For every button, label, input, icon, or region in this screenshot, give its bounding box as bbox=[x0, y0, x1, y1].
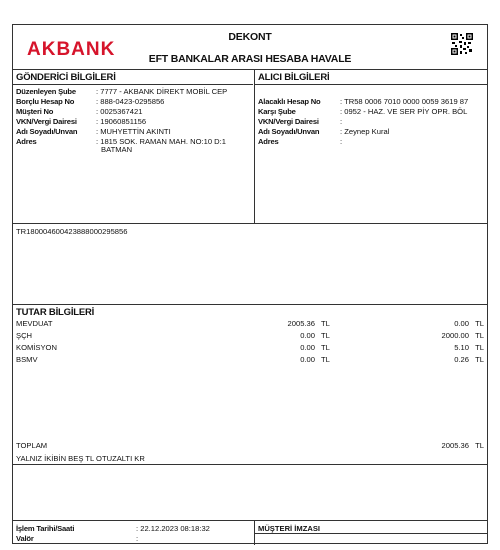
total-label: TOPLAM bbox=[16, 441, 48, 450]
currency: TL bbox=[475, 331, 484, 340]
amounts-heading: TUTAR BİLGİLERİ bbox=[16, 307, 95, 318]
divider bbox=[254, 69, 255, 223]
amount-value: 2000.00 bbox=[441, 331, 469, 340]
amount-row-label: BSMV bbox=[16, 355, 38, 364]
divider bbox=[13, 84, 253, 85]
transaction-description: TR180004600423888000295856 bbox=[16, 227, 128, 236]
customer-signature-heading: MÜŞTERİ İMZASI bbox=[258, 524, 321, 533]
amount-value: 0.00 bbox=[300, 331, 315, 340]
amount-value: 0.00 bbox=[454, 319, 469, 328]
qr-code-icon bbox=[451, 33, 473, 55]
divider bbox=[13, 520, 487, 521]
currency: TL bbox=[321, 343, 330, 352]
amount-value: 5.10 bbox=[454, 343, 469, 352]
akbank-logo: AKBANK bbox=[27, 39, 116, 60]
currency: TL bbox=[475, 319, 484, 328]
amount-value: 0.00 bbox=[300, 343, 315, 352]
divider bbox=[13, 223, 487, 224]
total-amount: 2005.36 bbox=[441, 441, 469, 450]
amount-value: 2005.36 bbox=[287, 319, 315, 328]
currency: TL bbox=[321, 319, 330, 328]
divider bbox=[13, 464, 487, 465]
sender-heading: GÖNDERİCİ BİLGİLERİ bbox=[16, 72, 116, 83]
currency: TL bbox=[321, 331, 330, 340]
divider bbox=[254, 533, 487, 534]
amount-row-label: MEVDUAT bbox=[16, 319, 53, 328]
receipt-document: AKBANK DEKONT EFT BANKALAR ARASI HESABA HAVALE GÖNDERİCİ BİLGİLERİ ALICI BİLGİLERİ Düzenleyen Şube : 7777 - AKBANK DİREKT MOBİL CEP Borçlu Hesap No : 888-0423-0295856 Müşteri No : 0025367421 VKN/Vergi Dairesi : 19060851156 Adı Soyadı/Unvan : MUHYETTİN AKINTI Adres : 1815 SOK. RAMAN MAH. NO:10 D:1 BATMAN Alacaklı Hesap No : TR58 0006 7010 0000 0059 3619 87 Karşı Şube : 0952 - HAZ. VE SER PİY OPR. BÖL VKN/Vergi Dairesi : Adı Soyadı/Unvan : Zeynep Kural Adres : TR180004600423888000295856 TUTAR BİLGİLERİ MEVDUAT 2005.36 TL 0.00 TL ŞÇH 0.00 TL 2000.00 TL KOMİSYON 0.00 TL 5.10 TL BSMV 0.00 TL 0.26 TL TOPLAM 2005.36 TL YALNIZ İKİBİN BEŞ TL OTUZALTI KR İşlem Tarihi/Saati : 22.12.2023 08:18:32 Valör : MÜŞTERİ İMZASI bbox=[12, 24, 488, 544]
divider bbox=[254, 84, 487, 85]
currency: TL bbox=[321, 355, 330, 364]
amount-value: 0.00 bbox=[300, 355, 315, 364]
divider bbox=[13, 69, 487, 70]
divider bbox=[13, 304, 487, 305]
amount-row-label: ŞÇH bbox=[16, 331, 33, 340]
document-title: DEKONT bbox=[228, 31, 272, 43]
currency: TL bbox=[475, 343, 484, 352]
currency: TL bbox=[475, 355, 484, 364]
receiver-heading: ALICI BİLGİLERİ bbox=[258, 72, 330, 83]
amount-in-words: YALNIZ İKİBİN BEŞ TL OTUZALTI KR bbox=[16, 454, 145, 463]
document-subtitle: EFT BANKALAR ARASI HESABA HAVALE bbox=[148, 53, 352, 65]
amount-value: 0.26 bbox=[454, 355, 469, 364]
amount-row-label: KOMİSYON bbox=[16, 343, 57, 352]
total-currency: TL bbox=[475, 441, 484, 450]
